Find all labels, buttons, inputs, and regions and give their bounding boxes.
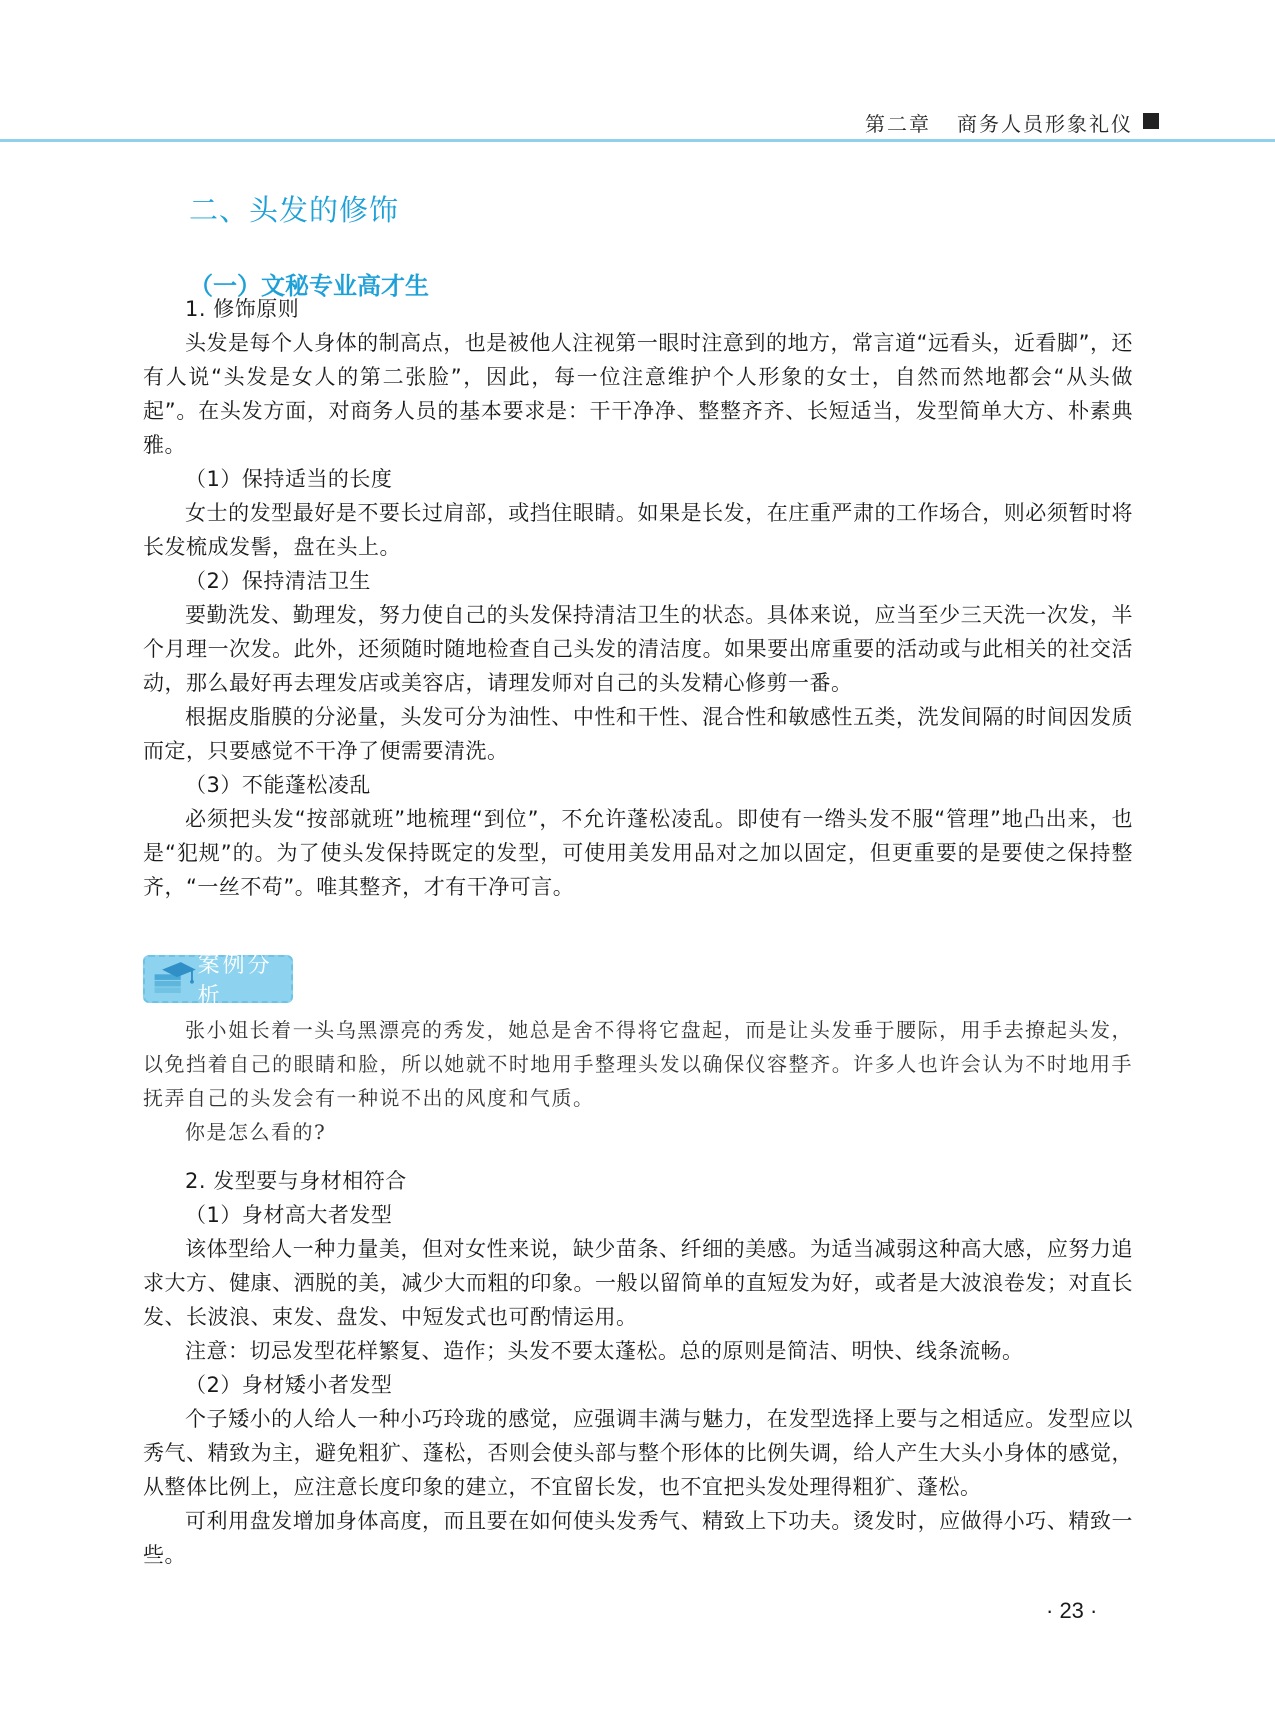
header-square-mark [1143,113,1159,129]
case-text-block [143,1013,1133,1149]
page-header [0,0,1275,143]
case-analysis-badge [143,953,293,1009]
sub-title: （一）文秘专业高才生 [189,272,429,300]
part1-item3-title: （3）不能蓬松凌乱 [185,773,371,797]
part1-body [143,288,1133,904]
case-question: 你是怎么看的? [185,1120,327,1144]
part1-item2-text1: 要勤洗发、勤理发，努力使自己的头发保持清洁卫生的状态。具体来说，应当至少三天洗一次发，半个月理一次发。此外，还须随时随地检查自己头发的清洁度。如果要出席重要的活动或与此相关的社交活动，那么最好再去理发店或美容店，请理发师对自己的头发精心修剪一番。 [143,603,1133,695]
part1-item1-text: 女士的发型最好是不要长过肩部，或挡住眼睛。如果是长发，在庄重严肃的工作场合，则必须暂时将长发梳成发髻，盘在头上。 [143,501,1133,559]
chapter-label: 第二章 [865,112,931,136]
part2-heading: 2. 发型要与身材相符合 [185,1169,407,1193]
part2-item1-note: 注意：切忌发型花样繁复、造作；头发不要太蓬松。总的原则是简洁、明快、线条流畅。 [185,1339,1024,1363]
chapter-title: 商务人员形象礼仪 [957,112,1133,136]
case-text: 张小姐长着一头乌黑漂亮的秀发，她总是舍不得将它盘起，而是让头发垂于腰际，用手去撩起头发，以免挡着自己的眼睛和脸，所以她就不时地用手整理头发以确保仪容整齐。许多人也许会认为不时地用手抚弄自己的头发会有一种说不出的风度和气质。 [143,1018,1133,1110]
part1-item2-title: （2）保持清洁卫生 [185,569,371,593]
part2-item2-title: （2）身材矮小者发型 [185,1373,393,1397]
part1-intro: 头发是每个人身体的制高点，也是被他人注视第一眼时注意到的地方，常言道“远看头，近看脚”，还有人说“头发是女人的第二张脸”，因此，每一位注意维护个人形象的女士，自然而然地都会“从头做起”。在头发方面，对商务人员的基本要求是：干干净净、整整齐齐、长短适当，发型简单大方、朴素典雅。 [143,331,1133,457]
header-rule [0,139,1275,142]
running-header [865,108,1133,137]
part2-item1-title: （1）身材高大者发型 [185,1203,393,1227]
part2-item2-text2: 可利用盘发增加身体高度，而且要在如何使头发秀气、精致上下功夫。烫发时，应做得小巧、精致一些。 [143,1509,1133,1567]
page-number: · 23 · [1046,1598,1098,1623]
part1-item2-text2: 根据皮脂膜的分泌量，头发可分为油性、中性和干性、混合性和敏感性五类，洗发间隔的时间因发质而定，只要感觉不干净了便需要清洗。 [143,705,1133,763]
part1-item1-title: （1）保持适当的长度 [185,467,393,491]
part2-body [143,1164,1133,1572]
case-analysis-label: 案例分析 [197,953,273,1009]
graduation-cap-icon [149,957,198,1001]
section-title: 二、头发的修饰 [189,193,400,227]
part1-item3-text: 必须把头发“按部就班”地梳理“到位”，不允许蓬松凌乱。即使有一绺头发不服“管理”地凸出来，也是“犯规”的。为了使头发保持既定的发型，可使用美发用品对之加以固定，但更重要的是要使之保持整齐，“一丝不苟”。唯其整齐，才有干净可言。 [143,807,1133,899]
part2-item2-text1: 个子矮小的人给人一种小巧玲珑的感觉，应强调丰满与魅力，在发型选择上要与之相适应。发型应以秀气、精致为主，避免粗犷、蓬松，否则会使头部与整个形体的比例失调，给人产生大头小身体的感觉，从整体比例上，应注意长度印象的建立，不宜留长发，也不宜把头发处理得粗犷、蓬松。 [143,1407,1133,1499]
part1-heading: 1. 修饰原则 [185,297,300,321]
part2-item1-text: 该体型给人一种力量美，但对女性来说，缺少苗条、纤细的美感。为适当减弱这种高大感，应努力追求大方、健康、洒脱的美，减少大而粗的印象。一般以留简单的直短发为好，或者是大波浪卷发；对直长发、长波浪、束发、盘发、中短发式也可酌情运用。 [143,1237,1133,1329]
